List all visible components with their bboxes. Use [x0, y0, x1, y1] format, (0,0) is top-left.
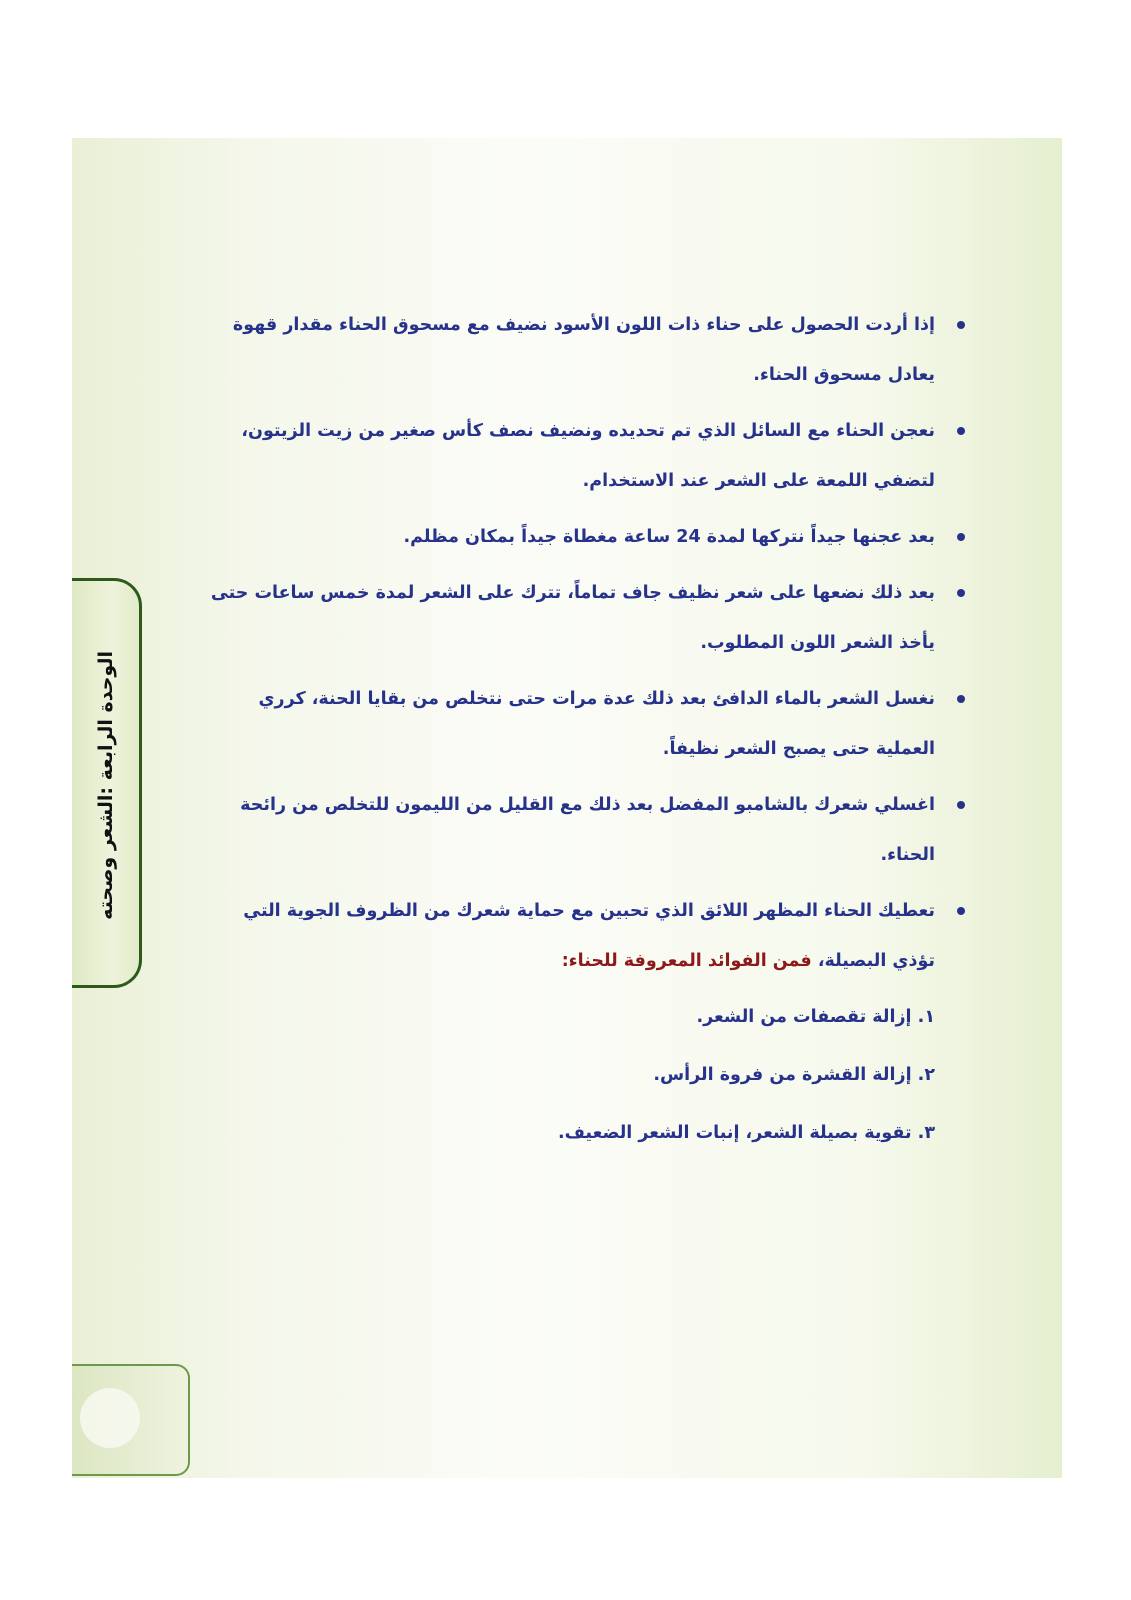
- chapter-side-tab-label-wrap: [86, 600, 126, 970]
- bullet-icon: [957, 427, 965, 435]
- bullet-icon: [957, 321, 965, 329]
- benefit-number: ٣.: [917, 1123, 935, 1143]
- benefit-item: [205, 1050, 965, 1100]
- benefit-number: ١.: [917, 1007, 935, 1027]
- benefit-text: إزالة القشرة من فروة الرأس.: [653, 1065, 912, 1085]
- bullet-icon: [957, 589, 965, 597]
- henna-instructions: [205, 300, 965, 1166]
- list-item-text: اغسلي شعرك بالشامبو المفضل بعد ذلك مع القليل من الليمون للتخلص من رائحة الحناء.: [240, 795, 935, 865]
- benefit-number: ٢.: [917, 1065, 935, 1085]
- benefit-item: [205, 1108, 965, 1158]
- list-item: [205, 568, 965, 668]
- list-item: [205, 674, 965, 774]
- benefit-text: تقوية بصيلة الشعر، إنبات الشعر الضعيف.: [557, 1123, 912, 1143]
- list-item-text: إذا أردت الحصول على حناء ذات اللون الأسود نضيف مع مسحوق الحناء مقدار قهوة يعادل مسحوق الحناء.: [232, 315, 935, 385]
- bullet-icon: [957, 695, 965, 703]
- list-item: [205, 300, 965, 400]
- benefit-item: [205, 992, 965, 1042]
- list-item: [205, 780, 965, 880]
- page-number-disc: [80, 1388, 140, 1448]
- bullet-icon: [957, 533, 965, 541]
- benefits-heading: فمن الفوائد المعروفة للحناء:: [561, 951, 812, 971]
- list-item: [205, 406, 965, 506]
- list-item-benefits-intro: [205, 886, 965, 986]
- list-item-text: تعطيك الحناء المظهر اللائق الذي تحبين مع حماية شعرك من الظروف الجوية التي تؤذي البصيلة،: [243, 901, 935, 971]
- list-item: [205, 512, 965, 562]
- bullet-icon: [957, 907, 965, 915]
- bullet-icon: [957, 801, 965, 809]
- benefit-text: إزالة تقصفات من الشعر.: [696, 1007, 912, 1027]
- list-item-text: نغسل الشعر بالماء الدافئ بعد ذلك عدة مرات حتى نتخلص من بقايا الحنة، كرري العملية حتى يصبح الشعر نظيفاً.: [258, 689, 935, 759]
- list-item-text: بعد ذلك نضعها على شعر نظيف جاف تماماً، تترك على الشعر لمدة خمس ساعات حتى يأخذ الشعر اللون المطلوب.: [210, 583, 935, 653]
- list-item-text: بعد عجنها جيداً نتركها لمدة 24 ساعة مغطاة جيداً بمكان مظلم.: [403, 527, 935, 547]
- list-item-text: نعجن الحناء مع السائل الذي تم تحديده ونضيف نصف كأس صغير من زيت الزيتون، لتضفي اللمعة على الشعر عند الاستخدام.: [241, 421, 935, 491]
- chapter-side-tab-label: الوحدة الرابعة :الشعر وصحته: [95, 650, 117, 920]
